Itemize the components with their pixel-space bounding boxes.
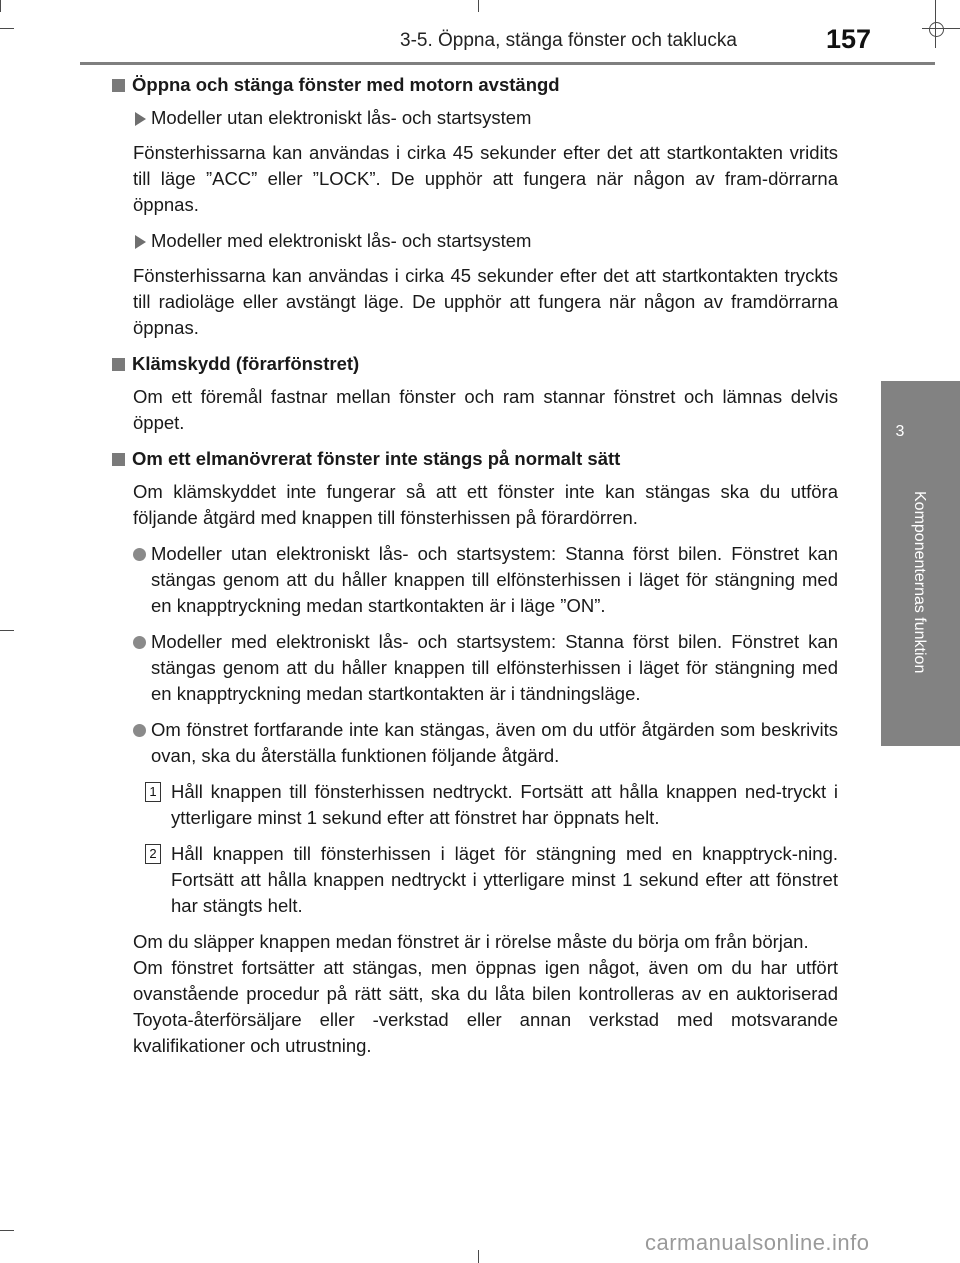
square-bullet-icon	[112, 79, 125, 92]
registration-circle-top-right	[929, 22, 944, 37]
crop-mark-bottom-left	[0, 1230, 14, 1231]
triangle-arrow-icon	[135, 112, 146, 126]
crop-mark-left-mid	[0, 630, 14, 631]
step-number-badge: 2	[145, 844, 161, 864]
model-subheading	[133, 105, 838, 131]
chapter-title: Komponenternas funktion	[911, 491, 928, 674]
page-number: 157	[826, 24, 872, 54]
list-item-text: Modeller utan elektroniskt lås- och startsystem: Stanna först bilen. Fönstret kan stängas genom att du håller knappen till elfönsterhissen i läget för stängning med en knapptryckning medan startkontakten är i läge ”ON”.	[151, 543, 838, 616]
chapter-side-tab	[881, 381, 960, 746]
square-bullet-icon	[112, 453, 125, 466]
subheading-text: Modeller med elektroniskt lås- och startsystem	[151, 230, 532, 251]
circle-bullet-icon	[133, 636, 146, 649]
step-text: Håll knappen till fönsterhissen nedtryckt. Fortsätt att hålla knappen ned-tryckt i ytterligare minst 1 sekund efter att fönstret har öppnats helt.	[171, 781, 838, 828]
step-item	[145, 841, 838, 919]
crop-mark-bottom-center	[478, 1250, 479, 1263]
section-heading-text: Öppna och stänga fönster med motorn avstängd	[132, 74, 560, 95]
subheading-text: Modeller utan elektroniskt lås- och startsystem	[151, 107, 532, 128]
header-section-title: 3-5. Öppna, stänga fönster och taklucka	[400, 30, 737, 51]
section-heading	[108, 72, 838, 98]
step-item	[145, 779, 838, 831]
paragraph: Om ett föremål fastnar mellan fönster och ram stannar fönstret och lämnas delvis öppet.	[133, 386, 838, 433]
registration-v-top-right	[935, 12, 936, 48]
paragraph: Fönsterhissarna kan användas i cirka 45 sekunder efter det att startkontakten tryckts till radioläge eller avstängt läge. De upphör att fungera när någon av framdörrarna öppnas.	[133, 265, 838, 338]
circle-bullet-icon	[133, 548, 146, 561]
paragraph: Fönsterhissarna kan användas i cirka 45 sekunder efter det att startkontakten vridits till läge ”ACC” eller ”LOCK”. De upphör att fungera när någon av fram-dörrarna öppnas.	[133, 142, 838, 215]
list-item-text: Om fönstret fortfarande inte kan stängas, även om du utför åtgärden som beskrivits ovan, ska du återställa funktionen följande åtgärd.	[151, 719, 838, 766]
step-number-badge: 1	[145, 782, 161, 802]
paragraph: Om klämskyddet inte fungerar så att ett fönster inte kan stängas ska du utföra följande åtgärd med knappen till fönsterhissen på förardörren.	[133, 481, 838, 528]
square-bullet-icon	[112, 358, 125, 371]
crop-mark-top-center	[478, 0, 479, 12]
section-heading	[108, 351, 838, 377]
crop-mark-top-left	[0, 0, 1, 12]
main-content	[108, 72, 838, 1069]
chapter-number: 3	[895, 423, 905, 440]
section-heading-text: Klämskydd (förarfönstret)	[132, 353, 360, 374]
list-item	[133, 629, 838, 707]
paragraph: Om du släpper knappen medan fönstret är i rörelse måste du börja om från början.	[133, 931, 809, 952]
circle-bullet-icon	[133, 724, 146, 737]
triangle-arrow-icon	[135, 235, 146, 249]
crop-mark-left-tick	[0, 28, 14, 29]
step-text: Håll knappen till fönsterhissen i läget för stängning med en knapptryck-ning. Fortsätt att hålla knappen nedtryckt i ytterligare minst 1 sekund efter att fönstret har stängts helt.	[171, 843, 838, 916]
paragraph: Om fönstret fortsätter att stängas, men öppnas igen något, även om du har utfört ovanstående procedur på rätt sätt, ska du låta bilen kontrolleras av en auktoriserad Toyota-återförsäljare eller -verkstad eller annan verkstad med motsvarande kvalifikationer och utrustning.	[133, 957, 838, 1056]
list-item-text: Modeller med elektroniskt lås- och startsystem: Stanna först bilen. Fönstret kan stängas genom att du håller knappen till elfönsterhissen i läget för stängning med en knapptryckning medan startkontakten är i tändningsläge.	[151, 631, 838, 704]
watermark-text: carmanualsonline.info	[645, 1230, 870, 1255]
list-item	[133, 541, 838, 619]
model-subheading	[133, 228, 838, 254]
header-divider	[80, 62, 935, 65]
registration-h-top-right	[922, 28, 960, 29]
crop-mark-top-right	[935, 0, 936, 12]
list-item	[133, 717, 838, 769]
section-heading-text: Om ett elmanövrerat fönster inte stängs på normalt sätt	[132, 448, 621, 469]
section-heading	[108, 446, 838, 472]
